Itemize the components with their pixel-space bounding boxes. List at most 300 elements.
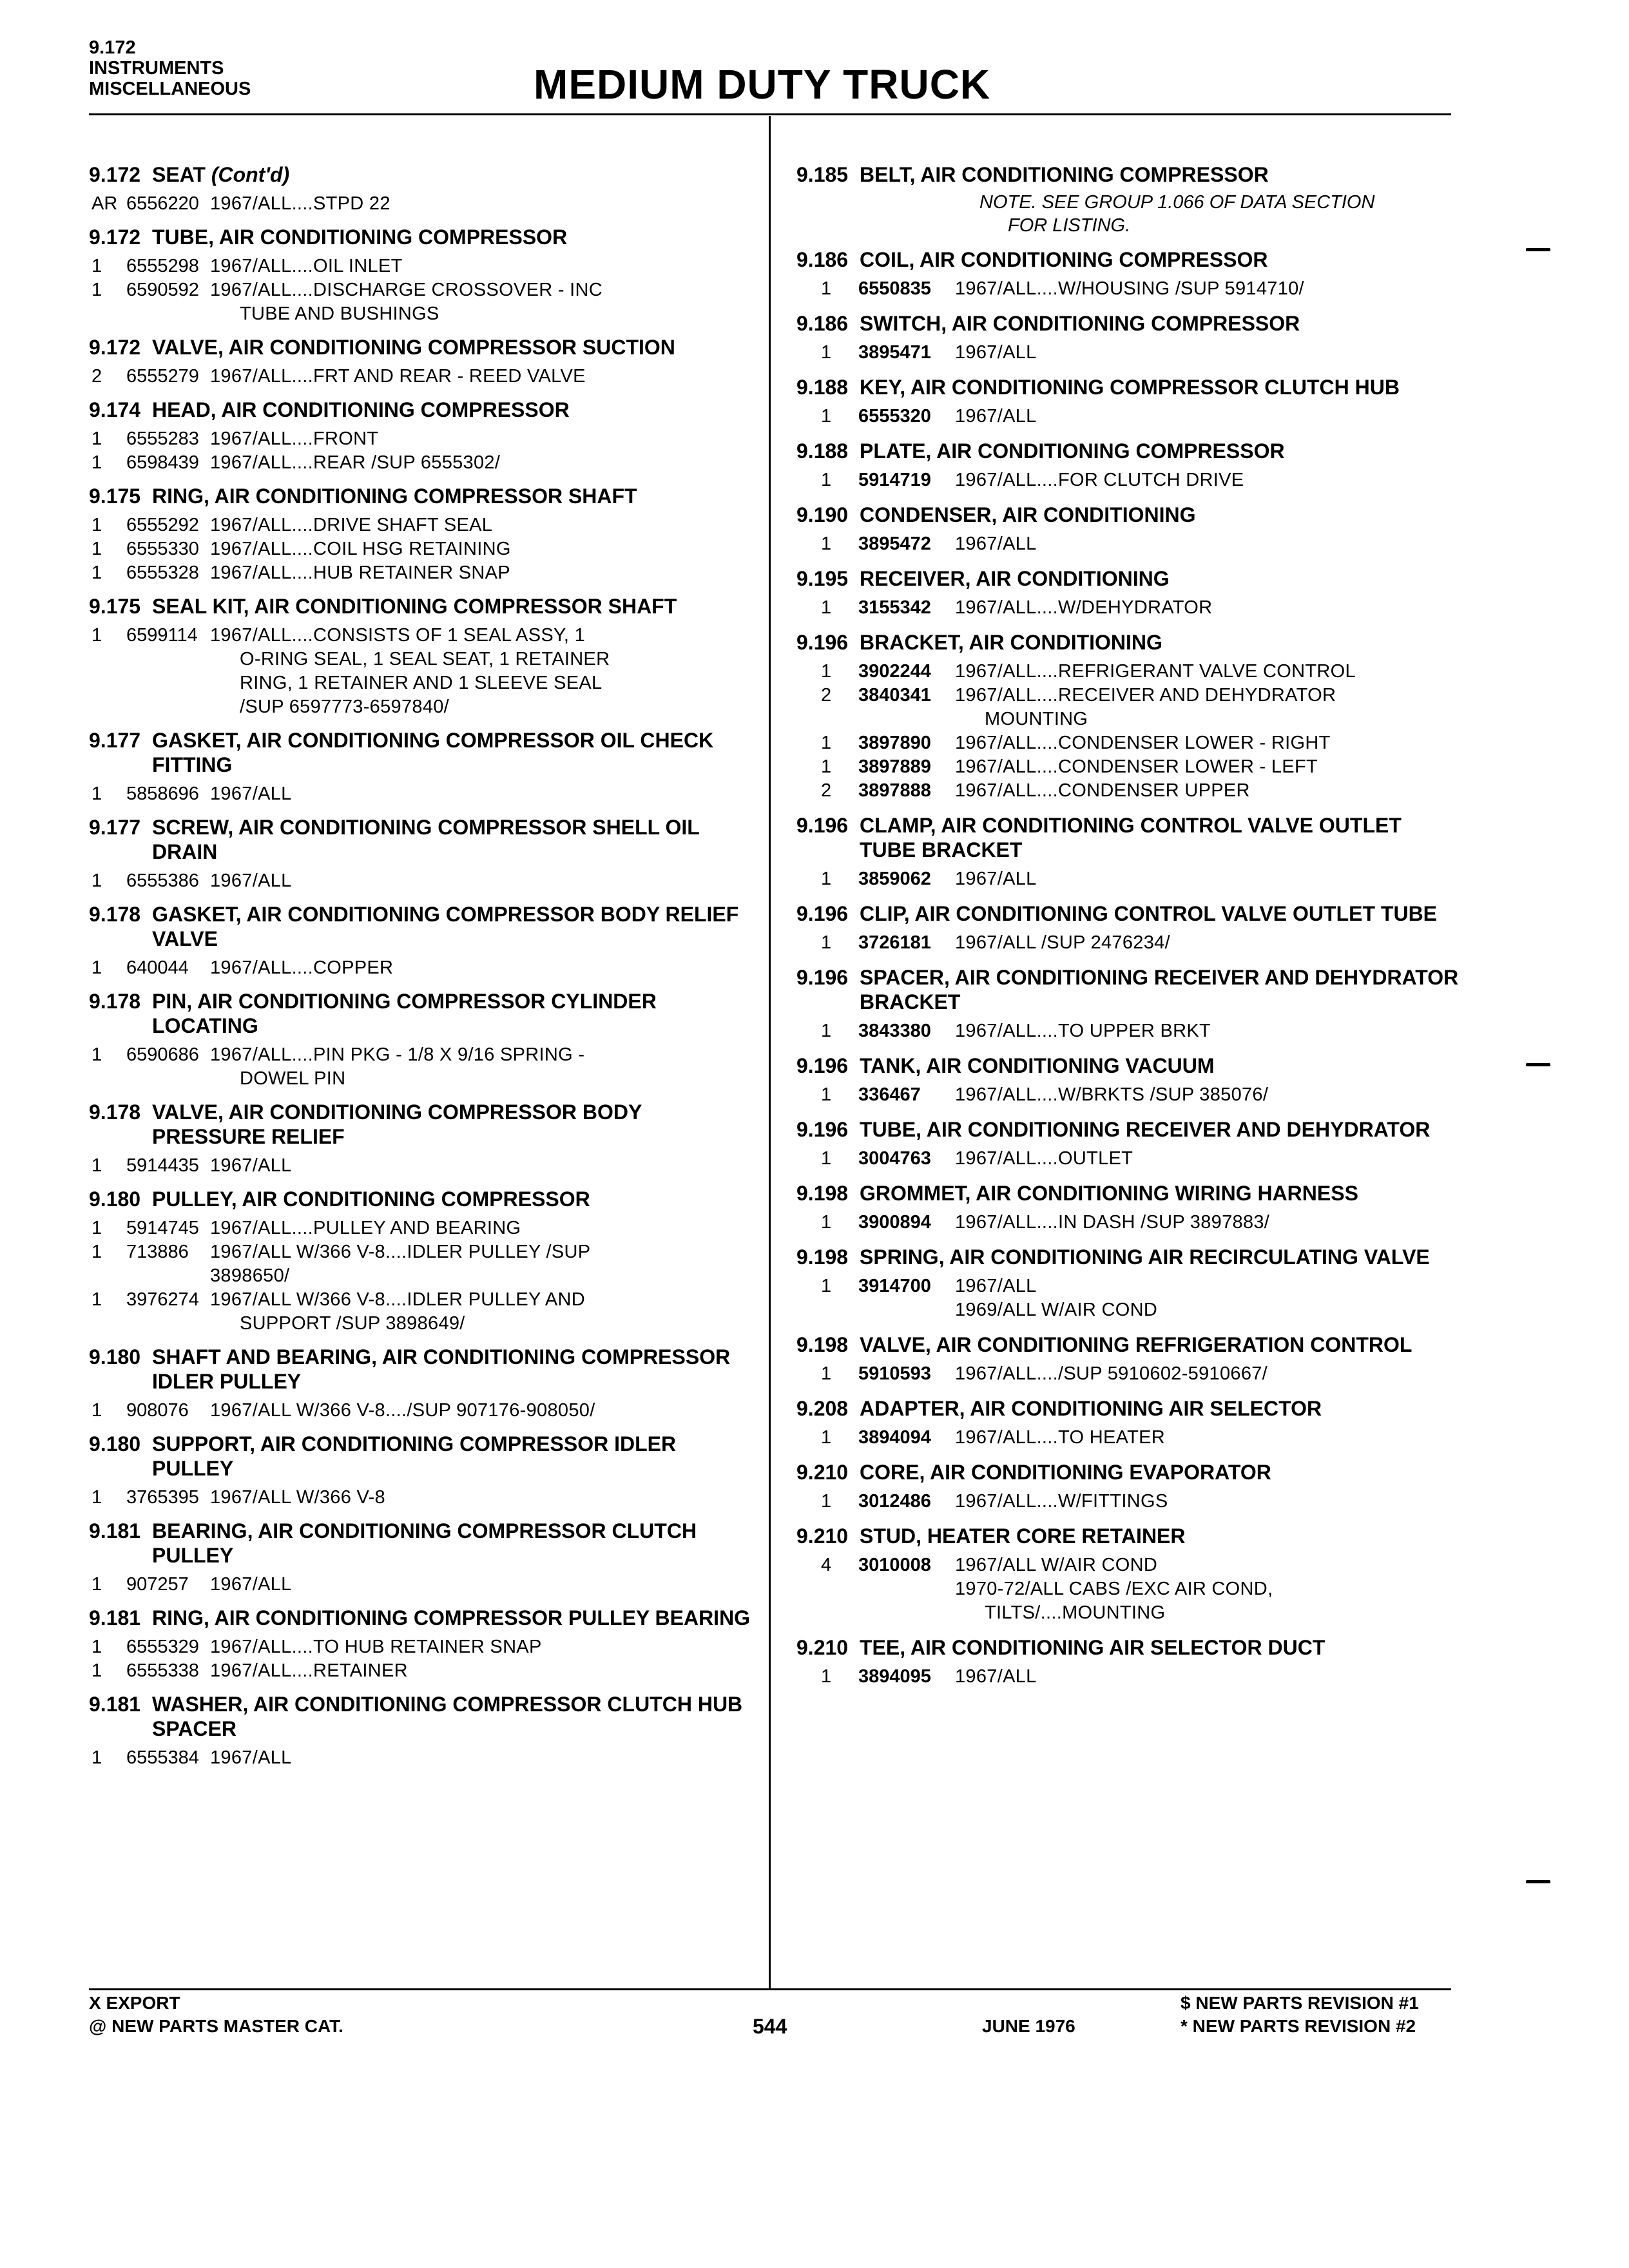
margin-mark bbox=[1526, 1063, 1550, 1066]
section-title-text: SEAT bbox=[152, 163, 206, 186]
description-line: 1967/ALL W/366 V-8..../SUP 907176-908050/ bbox=[210, 1400, 595, 1421]
part-row bbox=[796, 660, 1460, 684]
part-description bbox=[210, 192, 759, 216]
section-title-text: TUBE, AIR CONDITIONING RECEIVER AND DEHYDRATOR bbox=[860, 1118, 1431, 1141]
part-number: 6598439 bbox=[126, 452, 199, 473]
section-heading bbox=[89, 815, 759, 864]
section-title bbox=[860, 566, 1460, 591]
part-row bbox=[796, 1553, 1460, 1625]
description-line: 1967/ALL....OUTLET bbox=[955, 1148, 1133, 1169]
part-row bbox=[89, 1635, 759, 1659]
section-number: 9.181 bbox=[89, 1693, 141, 1716]
section-title bbox=[860, 1332, 1460, 1357]
catalog-section bbox=[796, 162, 1460, 237]
footer-legend-export: X EXPORT bbox=[89, 1993, 180, 2013]
catalog-section bbox=[89, 1345, 759, 1423]
section-number: 9.196 bbox=[796, 631, 849, 654]
section-number: 9.180 bbox=[89, 1345, 141, 1369]
section-heading bbox=[89, 162, 759, 187]
catalog-section bbox=[89, 1187, 759, 1336]
part-row bbox=[89, 561, 759, 585]
section-title-text: VALVE, AIR CONDITIONING COMPRESSOR BODY PRESSURE RELIEF bbox=[152, 1100, 642, 1148]
part-number: 3895471 bbox=[858, 342, 931, 363]
part-description bbox=[955, 684, 1460, 731]
part-row bbox=[89, 869, 759, 893]
section-number: 9.196 bbox=[796, 814, 849, 837]
part-number: 6555320 bbox=[858, 406, 931, 427]
part-description bbox=[210, 782, 759, 806]
section-title-text: GROMMET, AIR CONDITIONING WIRING HARNESS bbox=[860, 1182, 1358, 1205]
part-description bbox=[955, 931, 1460, 955]
section-heading bbox=[796, 901, 1460, 926]
catalog-section bbox=[796, 1332, 1460, 1386]
part-number: 6555338 bbox=[126, 1660, 199, 1681]
part-quantity: 1 bbox=[92, 1242, 102, 1262]
part-description bbox=[210, 1399, 759, 1423]
section-number: 9.174 bbox=[89, 398, 141, 421]
part-row bbox=[796, 1490, 1460, 1514]
description-line: 1970-72/ALL CABS /EXC AIR COND, bbox=[955, 1579, 1273, 1599]
catalog-section bbox=[89, 1519, 759, 1597]
part-quantity: 1 bbox=[821, 278, 832, 299]
part-quantity: 1 bbox=[92, 1660, 102, 1681]
part-quantity: 1 bbox=[821, 1363, 832, 1384]
description-line: 1967/ALL....CONSISTS OF 1 SEAL ASSY, 1 bbox=[210, 625, 586, 646]
section-title-text: SCREW, AIR CONDITIONING COMPRESSOR SHELL OIL DRAIN bbox=[152, 816, 700, 863]
section-heading bbox=[796, 1053, 1460, 1078]
description-line: 1967/ALL..../SUP 5910602-5910667/ bbox=[955, 1363, 1268, 1384]
part-row bbox=[796, 1211, 1460, 1235]
part-description bbox=[955, 1019, 1460, 1043]
description-line: TUBE AND BUSHINGS bbox=[240, 303, 439, 324]
part-quantity: 1 bbox=[92, 957, 102, 978]
description-line: 1967/ALL....PULLEY AND BEARING bbox=[210, 1218, 521, 1238]
section-title bbox=[152, 1345, 759, 1394]
section-number: 9.190 bbox=[796, 503, 849, 526]
description-line: 1967/ALL....PIN PKG - 1/8 X 9/16 SPRING - bbox=[210, 1044, 585, 1065]
part-number: 908076 bbox=[126, 1400, 189, 1421]
section-heading bbox=[796, 1332, 1460, 1357]
description-line: 1967/ALL....COPPER bbox=[210, 957, 394, 978]
description-line: 1967/ALL bbox=[955, 1276, 1037, 1296]
part-row bbox=[796, 867, 1460, 891]
part-description bbox=[210, 451, 759, 475]
description-line: 1967/ALL bbox=[210, 1747, 292, 1768]
section-title bbox=[860, 1396, 1460, 1421]
description-line: 1967/ALL W/366 V-8....IDLER PULLEY /SUP bbox=[210, 1242, 591, 1262]
section-heading bbox=[796, 375, 1460, 399]
section-title-text: TUBE, AIR CONDITIONING COMPRESSOR bbox=[152, 226, 568, 249]
part-row bbox=[796, 341, 1460, 365]
part-description bbox=[955, 596, 1460, 620]
catalog-section bbox=[796, 1053, 1460, 1107]
part-quantity: 1 bbox=[92, 1289, 102, 1310]
section-number: 9.180 bbox=[89, 1187, 141, 1211]
catalog-section bbox=[89, 1100, 759, 1178]
section-title-text: CLAMP, AIR CONDITIONING CONTROL VALVE OUTLET TUBE BRACKET bbox=[860, 814, 1402, 861]
section-heading bbox=[89, 594, 759, 619]
footer-revision-1: $ NEW PARTS REVISION #1 bbox=[1181, 1993, 1419, 2013]
part-quantity: 1 bbox=[821, 733, 832, 753]
part-number: 3859062 bbox=[858, 869, 931, 889]
section-number: 9.180 bbox=[89, 1432, 141, 1456]
part-row bbox=[89, 365, 759, 389]
part-number: 3894095 bbox=[858, 1666, 931, 1687]
description-line: 1967/ALL....W/DEHYDRATOR bbox=[955, 597, 1213, 618]
section-number: 9.210 bbox=[796, 1636, 849, 1659]
part-number: 6555283 bbox=[126, 428, 199, 449]
section-title-text: RECEIVER, AIR CONDITIONING bbox=[860, 567, 1170, 590]
part-row bbox=[89, 1399, 759, 1423]
part-description bbox=[955, 1665, 1460, 1689]
section-heading bbox=[796, 965, 1460, 1014]
part-number: 3843380 bbox=[858, 1021, 931, 1041]
part-number: 6590592 bbox=[126, 280, 199, 300]
note-line: NOTE. SEE GROUP 1.066 OF DATA SECTION bbox=[979, 192, 1375, 213]
part-row bbox=[89, 1216, 759, 1240]
part-description bbox=[955, 867, 1460, 891]
left-column bbox=[89, 162, 759, 1779]
description-line: RING, 1 RETAINER AND 1 SLEEVE SEAL bbox=[240, 673, 602, 693]
part-description bbox=[210, 1216, 759, 1240]
part-number: 6555330 bbox=[126, 539, 199, 559]
description-line: 1967/ALL....IN DASH /SUP 3897883/ bbox=[955, 1212, 1270, 1233]
section-title-text: BELT, AIR CONDITIONING COMPRESSOR bbox=[860, 163, 1269, 186]
header-category-line2: MISCELLANEOUS bbox=[89, 79, 251, 99]
section-title-text: ADAPTER, AIR CONDITIONING AIR SELECTOR bbox=[860, 1397, 1322, 1420]
description-line: 1967/ALL /SUP 2476234/ bbox=[955, 932, 1170, 953]
part-number: 3004763 bbox=[858, 1148, 931, 1169]
part-description bbox=[210, 624, 759, 719]
section-title-text: BRACKET, AIR CONDITIONING bbox=[860, 631, 1162, 654]
header-rule bbox=[89, 113, 1451, 115]
part-number: 336467 bbox=[858, 1084, 921, 1105]
section-number: 9.172 bbox=[89, 163, 141, 186]
catalog-section bbox=[89, 594, 759, 719]
part-quantity: 1 bbox=[821, 932, 832, 953]
part-description bbox=[955, 341, 1460, 365]
section-heading bbox=[796, 566, 1460, 591]
part-description bbox=[955, 1274, 1460, 1322]
part-quantity: 1 bbox=[821, 1276, 832, 1296]
section-title-text: TANK, AIR CONDITIONING VACUUM bbox=[860, 1054, 1215, 1077]
part-description bbox=[210, 1635, 759, 1659]
part-row bbox=[89, 192, 759, 216]
description-line: 1967/ALL W/366 V-8....IDLER PULLEY AND bbox=[210, 1289, 586, 1310]
section-number: 9.196 bbox=[796, 1118, 849, 1141]
part-number: 3894094 bbox=[858, 1427, 931, 1448]
section-heading bbox=[796, 439, 1460, 463]
section-title bbox=[860, 813, 1460, 862]
description-line: 1967/ALL....CONDENSER LOWER - RIGHT bbox=[955, 733, 1331, 753]
part-number: 3897890 bbox=[858, 733, 931, 753]
part-number: 6590686 bbox=[126, 1044, 199, 1065]
section-heading bbox=[89, 335, 759, 360]
description-line: SUPPORT /SUP 3898649/ bbox=[240, 1313, 465, 1334]
catalog-section bbox=[89, 484, 759, 585]
catalog-section bbox=[89, 162, 759, 216]
section-title-text: GASKET, AIR CONDITIONING COMPRESSOR BODY RELIEF VALVE bbox=[152, 903, 739, 950]
section-title-text: HEAD, AIR CONDITIONING COMPRESSOR bbox=[152, 398, 570, 421]
part-quantity: 1 bbox=[92, 1155, 102, 1176]
description-line: 1967/ALL bbox=[955, 406, 1037, 427]
description-line: 1967/ALL bbox=[955, 533, 1037, 554]
part-description bbox=[210, 1154, 759, 1178]
section-title bbox=[860, 1245, 1460, 1269]
catalog-section bbox=[796, 311, 1460, 365]
part-row bbox=[89, 278, 759, 326]
part-number: 6555384 bbox=[126, 1747, 199, 1768]
part-number: 6599114 bbox=[126, 625, 198, 646]
part-quantity: 1 bbox=[821, 756, 832, 777]
catalog-section bbox=[89, 225, 759, 326]
part-quantity: 1 bbox=[821, 661, 832, 682]
description-line: O-RING SEAL, 1 SEAL SEAT, 1 RETAINER bbox=[240, 649, 610, 669]
part-number: 6555328 bbox=[126, 562, 199, 583]
description-line: 1967/ALL....W/FITTINGS bbox=[955, 1491, 1168, 1512]
footer-rule bbox=[89, 1988, 1451, 1990]
section-title bbox=[860, 439, 1460, 463]
part-number: 6555292 bbox=[126, 515, 199, 535]
part-row bbox=[89, 427, 759, 451]
section-title bbox=[152, 335, 759, 360]
part-description bbox=[210, 365, 759, 389]
catalog-section bbox=[796, 1460, 1460, 1514]
section-title bbox=[152, 902, 759, 951]
section-number: 9.172 bbox=[89, 226, 141, 249]
section-title bbox=[152, 594, 759, 619]
catalog-section bbox=[89, 398, 759, 475]
description-line: TILTS/....MOUNTING bbox=[985, 1602, 1166, 1623]
section-title-text: CLIP, AIR CONDITIONING CONTROL VALVE OUTLET TUBE bbox=[860, 902, 1438, 925]
description-line: /SUP 6597773-6597840/ bbox=[240, 697, 450, 717]
part-number: 3976274 bbox=[126, 1289, 199, 1310]
description-line: 1967/ALL....W/BRKTS /SUP 385076/ bbox=[955, 1084, 1269, 1105]
section-title-text: GASKET, AIR CONDITIONING COMPRESSOR OIL CHECK FITTING bbox=[152, 729, 714, 776]
catalog-section bbox=[89, 815, 759, 893]
section-number: 9.196 bbox=[796, 966, 849, 989]
part-number: 3012486 bbox=[858, 1491, 931, 1512]
part-quantity: 1 bbox=[92, 515, 102, 535]
part-number: 6555298 bbox=[126, 256, 199, 276]
section-heading bbox=[796, 162, 1460, 187]
header-category bbox=[89, 37, 251, 99]
section-heading bbox=[89, 1519, 759, 1568]
section-heading bbox=[796, 1117, 1460, 1142]
page-number: 544 bbox=[753, 2015, 787, 2038]
part-row bbox=[796, 468, 1460, 492]
part-quantity: 1 bbox=[821, 1148, 832, 1169]
section-title bbox=[860, 901, 1460, 926]
part-description bbox=[955, 1147, 1460, 1171]
description-line: 1967/ALL....FRONT bbox=[210, 428, 379, 449]
catalog-section bbox=[796, 439, 1460, 492]
continued-label: (Cont'd) bbox=[211, 163, 290, 186]
part-description bbox=[955, 468, 1460, 492]
section-number: 9.198 bbox=[796, 1333, 849, 1356]
section-title bbox=[860, 1053, 1460, 1078]
part-row bbox=[89, 537, 759, 561]
section-heading bbox=[796, 1396, 1460, 1421]
part-row bbox=[89, 1240, 759, 1288]
part-row bbox=[796, 1083, 1460, 1107]
part-quantity: 1 bbox=[821, 533, 832, 554]
section-number: 9.196 bbox=[796, 902, 849, 925]
section-title-text: TEE, AIR CONDITIONING AIR SELECTOR DUCT bbox=[860, 1636, 1325, 1659]
section-title bbox=[860, 1524, 1460, 1548]
section-title-text: PIN, AIR CONDITIONING COMPRESSOR CYLINDER LOCATING bbox=[152, 990, 657, 1037]
part-row bbox=[796, 1274, 1460, 1322]
description-line: 1967/ALL....DISCHARGE CROSSOVER - INC bbox=[210, 280, 602, 300]
section-number: 9.210 bbox=[796, 1524, 849, 1548]
section-title-text: SUPPORT, AIR CONDITIONING COMPRESSOR IDLER PULLEY bbox=[152, 1432, 677, 1480]
section-heading bbox=[89, 902, 759, 951]
description-line: 1967/ALL....W/HOUSING /SUP 5914710/ bbox=[955, 278, 1304, 299]
section-number: 9.178 bbox=[89, 1100, 141, 1124]
part-description bbox=[210, 537, 759, 561]
part-number: 5910593 bbox=[858, 1363, 931, 1384]
catalog-section bbox=[796, 1117, 1460, 1171]
part-description bbox=[955, 1490, 1460, 1514]
part-quantity: 1 bbox=[92, 1218, 102, 1238]
part-row bbox=[89, 1659, 759, 1683]
right-column bbox=[796, 162, 1460, 1699]
part-quantity: 1 bbox=[821, 1491, 832, 1512]
part-description bbox=[955, 1426, 1460, 1450]
part-row bbox=[796, 1426, 1460, 1450]
catalog-section bbox=[796, 375, 1460, 428]
section-title-text: PULLEY, AIR CONDITIONING COMPRESSOR bbox=[152, 1187, 590, 1211]
footer-revision-2: * NEW PARTS REVISION #2 bbox=[1181, 2016, 1416, 2036]
part-number: 3897889 bbox=[858, 756, 931, 777]
part-row bbox=[89, 956, 759, 980]
section-number: 9.198 bbox=[796, 1245, 849, 1269]
description-line: 1967/ALL....FRT AND REAR - REED VALVE bbox=[210, 366, 586, 387]
column-divider bbox=[769, 116, 771, 1988]
part-number: 6550835 bbox=[858, 278, 931, 299]
catalog-section bbox=[89, 902, 759, 980]
catalog-section bbox=[796, 901, 1460, 955]
catalog-section bbox=[796, 965, 1460, 1043]
part-description bbox=[210, 1573, 759, 1597]
catalog-section bbox=[89, 1606, 759, 1683]
description-line: 1969/ALL W/AIR COND bbox=[955, 1300, 1158, 1320]
section-title bbox=[152, 162, 759, 187]
part-description bbox=[955, 405, 1460, 428]
section-title bbox=[860, 311, 1460, 336]
catalog-section bbox=[796, 1524, 1460, 1625]
section-number: 9.178 bbox=[89, 903, 141, 926]
part-description bbox=[210, 561, 759, 585]
section-title-text: RING, AIR CONDITIONING COMPRESSOR PULLEY BEARING bbox=[152, 1606, 751, 1629]
description-line: 1967/ALL bbox=[955, 1666, 1037, 1687]
section-heading bbox=[796, 813, 1460, 862]
part-row bbox=[89, 1154, 759, 1178]
part-number: 5914719 bbox=[858, 470, 931, 490]
part-number: 907257 bbox=[126, 1574, 189, 1595]
part-description bbox=[210, 278, 759, 326]
section-title bbox=[860, 1460, 1460, 1485]
part-description bbox=[955, 532, 1460, 556]
section-title bbox=[860, 247, 1460, 272]
description-line: 1967/ALL....RETAINER bbox=[210, 1660, 408, 1681]
section-number: 9.178 bbox=[89, 990, 141, 1013]
section-heading bbox=[89, 1345, 759, 1394]
part-number: 3895472 bbox=[858, 533, 931, 554]
part-number: 3897888 bbox=[858, 780, 931, 801]
part-row bbox=[89, 451, 759, 475]
section-heading bbox=[796, 1181, 1460, 1206]
description-line: 1967/ALL....HUB RETAINER SNAP bbox=[210, 562, 510, 583]
part-quantity: 1 bbox=[821, 470, 832, 490]
section-heading bbox=[796, 1635, 1460, 1660]
section-number: 9.186 bbox=[796, 312, 849, 335]
note-line: FOR LISTING. bbox=[1008, 215, 1131, 236]
section-heading bbox=[796, 630, 1460, 655]
part-row bbox=[89, 1486, 759, 1510]
section-heading bbox=[89, 484, 759, 508]
part-description bbox=[955, 1362, 1460, 1386]
section-title bbox=[860, 1117, 1460, 1142]
section-heading bbox=[89, 728, 759, 777]
part-quantity: 2 bbox=[821, 685, 832, 706]
description-line: 1967/ALL....REAR /SUP 6555302/ bbox=[210, 452, 501, 473]
section-title bbox=[152, 484, 759, 508]
section-heading bbox=[796, 311, 1460, 336]
section-heading bbox=[89, 398, 759, 422]
part-quantity: 1 bbox=[92, 1487, 102, 1508]
part-number: 5914745 bbox=[126, 1218, 199, 1238]
section-title-text: BEARING, AIR CONDITIONING COMPRESSOR CLUTCH PULLEY bbox=[152, 1519, 697, 1567]
section-heading bbox=[89, 989, 759, 1038]
part-quantity: 2 bbox=[821, 780, 832, 801]
part-number: 3010008 bbox=[858, 1555, 931, 1575]
catalog-section bbox=[796, 1181, 1460, 1235]
section-title bbox=[152, 989, 759, 1038]
part-description bbox=[210, 1486, 759, 1510]
description-line: 1967/ALL....STPD 22 bbox=[210, 193, 390, 214]
catalog-section bbox=[796, 1245, 1460, 1322]
section-heading bbox=[796, 1245, 1460, 1269]
part-quantity: 1 bbox=[92, 783, 102, 804]
part-description bbox=[210, 1746, 759, 1770]
section-number: 9.172 bbox=[89, 336, 141, 359]
section-heading bbox=[89, 1187, 759, 1211]
part-quantity: AR bbox=[92, 193, 118, 214]
part-row bbox=[796, 1665, 1460, 1689]
section-number: 9.177 bbox=[89, 816, 141, 839]
section-title-text: CORE, AIR CONDITIONING EVAPORATOR bbox=[860, 1461, 1271, 1484]
section-title bbox=[152, 1692, 759, 1741]
part-quantity: 1 bbox=[821, 597, 832, 618]
part-quantity: 1 bbox=[92, 539, 102, 559]
part-description bbox=[210, 1288, 759, 1336]
section-heading bbox=[89, 1432, 759, 1481]
section-heading bbox=[796, 247, 1460, 272]
part-description bbox=[210, 1043, 759, 1091]
section-title bbox=[152, 815, 759, 864]
part-description bbox=[955, 660, 1460, 684]
part-row bbox=[796, 1362, 1460, 1386]
page-title: MEDIUM DUTY TRUCK bbox=[534, 61, 991, 108]
part-description bbox=[955, 779, 1460, 803]
section-title bbox=[152, 1606, 759, 1630]
part-quantity: 1 bbox=[92, 280, 102, 300]
part-number: 5858696 bbox=[126, 783, 199, 804]
part-row bbox=[89, 1288, 759, 1336]
part-row bbox=[89, 514, 759, 537]
section-heading bbox=[796, 1460, 1460, 1485]
